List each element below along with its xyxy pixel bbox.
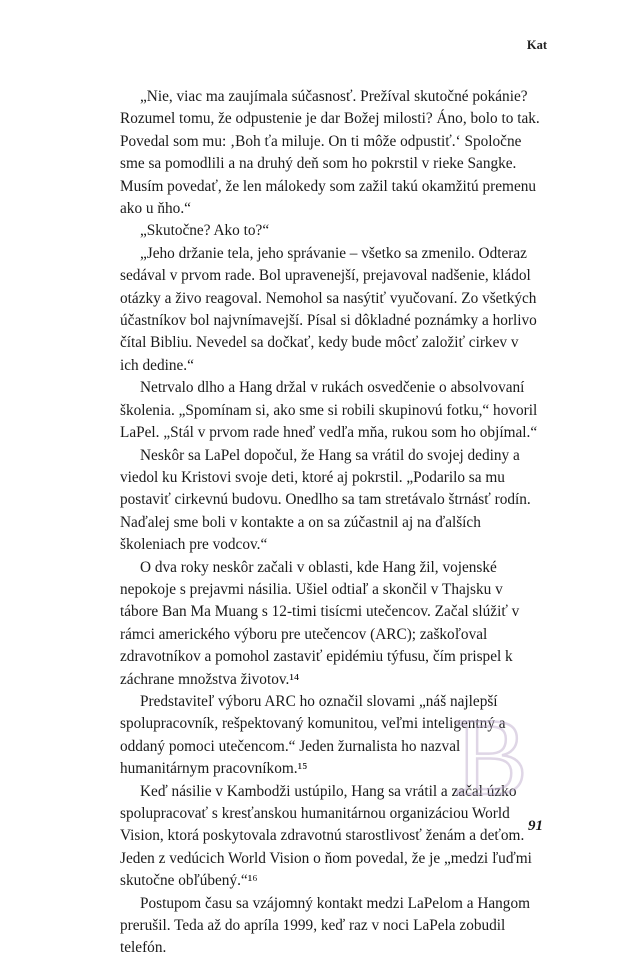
- paragraph: Keď násilie v Kambodži ustúpilo, Hang sa vrátil a začal úzko spolupracovať s kresťanskou humanitárnou organizáciou World Vision, ktorá poskytovala zdravotnú starostlivosť ženám a deťom. Jeden z vedúcich World Vision o ňom povedal, že je „medzi ľuďmi skutočne obľúbený.“¹⁶: [120, 782, 532, 890]
- paragraph: O dva roky neskôr začali v oblasti, kde Hang žil, vojenské nepokoje s prejavmi násilia. Ušiel odtiaľ a skončil v Thajsku v tábore Ban Ma Muang s 12-timi tisícmi utečencov. Začal slúžiť v rámci amerického výboru pre utečencov (ARC); zaškoľoval zdravotníkov a pomohol zastaviť epidémiu týfusu, čím prispel k záchrane množstva životov.¹⁴: [120, 558, 520, 688]
- paragraph: Netrvalo dlho a Hang držal v rukách osvedčenie o absolvovaní školenia. „Spomínam si, ako sme si robili skupinovú fotku,“ hovoril LaPel. „Stál v prvom rade hneď vedľa mňa, rukou som ho objímal.“: [120, 379, 538, 442]
- page-number: 91: [528, 818, 543, 834]
- running-head: Kat: [526, 38, 547, 52]
- paragraph: Neskôr sa LaPel dopočul, že Hang sa vrátil do svojej dediny a viedol ku Kristovi svoje deti, ktoré aj pokrstil. „Podarilo sa mu postaviť cirkevnú budovu. Onedlho sa tam stretávalo štrnásť rodín. Naďalej sme boli v kontakte a on sa zúčastnil aj na ďalších školeniach pre vodcov.“: [120, 446, 531, 554]
- paragraph: Postupom času sa vzájomný kontakt medzi LaPelom a Hangom prerušil. Teda až do apríla 1999, keď raz v noci LaPela zobudil telefón.: [120, 894, 530, 957]
- paragraph: „Skutočne? Ako to?“: [140, 222, 270, 240]
- paragraph: Predstaviteľ výboru ARC ho označil slovami „náš najlepší spolupracovník, rešpektovaný komunitou, veľmi inteligentný a oddaný pomoci utečencom.“ Jeden žurnalista ho nazval humanitárnym pracovníkom.¹⁵: [120, 692, 506, 778]
- body-text: [120, 86, 540, 960]
- watermark-letter: B: [454, 702, 528, 812]
- paragraph: „Jeho držanie tela, jeho správanie – všetko sa zmenilo. Odteraz sedával v prvom rade. Bol upravenejší, prejavoval nadšenie, kládol otázky a živo reagoval. Nemohol sa nasýtiť vyučovaní. Zo všetkých účastníkov bol najvnímavejší. Písal si dôkladné poznámky a horlivo čítal Bibliu. Nevedel sa dočkať, kedy bude môcť založiť cirkev v ich dedine.“: [120, 244, 537, 374]
- publisher-watermark-logo: [446, 702, 536, 812]
- paragraph: „Nie, viac ma zaujímala súčasnosť. Prežíval skutočné pokánie? Rozumel tomu, že odpustenie je dar Božej milosti? Áno, bolo to tak. Povedal som mu: ‚Boh ťa miluje. On ti môže odpustiť.‘ Spoločne sme sa pomodlili a na druhý deň som ho pokrstil v rieke Sangke. Musím povedať, že len málokedy som zažil takú okamžitú premenu ako u ňho.“: [120, 88, 540, 218]
